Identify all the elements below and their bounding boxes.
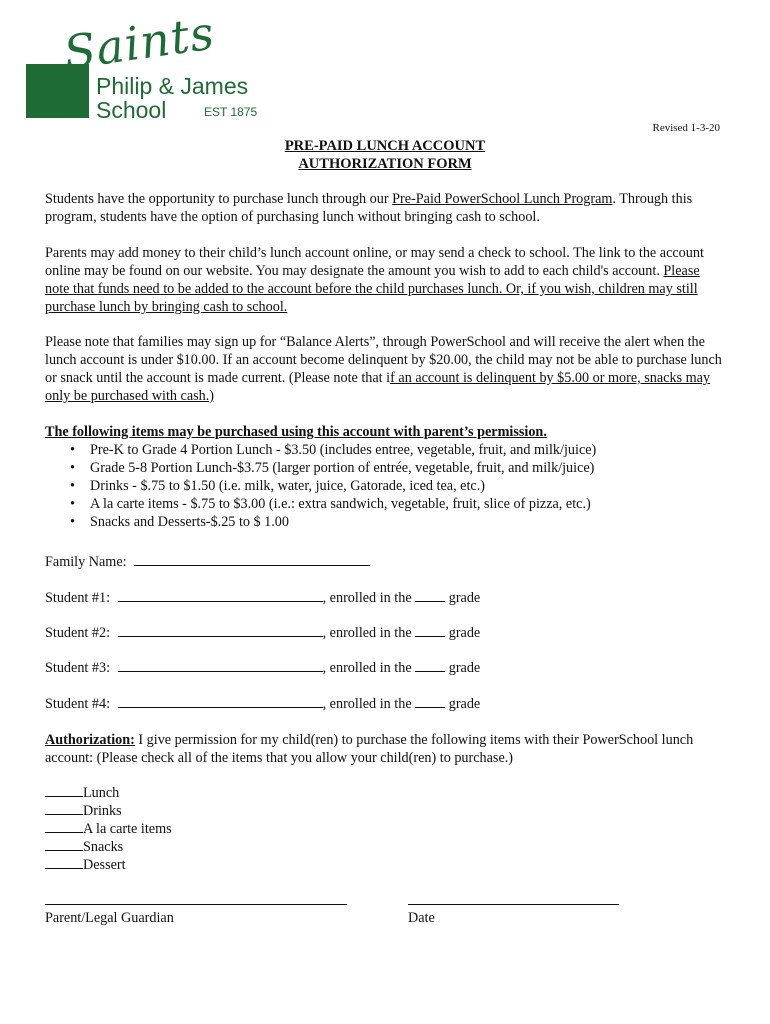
check-item [45, 802, 122, 820]
check-item [45, 838, 123, 856]
student-label: Student #1: [45, 590, 111, 606]
logo-name-line1: Philip & James [96, 73, 249, 99]
list-item: • Grade 5-8 Portion Lunch-$3.75 (larger portion of entrée, vegetable, fruit, and milk/juice) [90, 459, 725, 477]
balance-alert-paragraph [45, 333, 725, 405]
revised-date: Revised 1-3-20 [652, 122, 720, 134]
student-label: Student #4: [45, 696, 111, 712]
enrolled-text: , enrolled in the [322, 696, 412, 712]
enrolled-text: , enrolled in the [322, 660, 412, 676]
grade-field[interactable] [415, 695, 445, 708]
check-label: A la carte items [83, 821, 172, 837]
student-name-field[interactable] [118, 589, 323, 602]
list-item: • A la carte items - $.75 to $3.00 (i.e.: extra sandwich, vegetable, fruit, slice of pizza, etc.) [90, 495, 725, 513]
date-label: Date [408, 910, 435, 926]
student-name-field[interactable] [118, 695, 323, 708]
items-list [45, 441, 725, 531]
logo-name-line2: School [96, 97, 167, 123]
p2-text-a: Parents may add money to their child’s lunch account online, or may send a check to school. The link to the account online may be found on our website. You may designate the amount you wish to add to each child's account. [45, 245, 704, 279]
check-item [45, 856, 126, 874]
enrolled-text: , enrolled in the [322, 625, 412, 641]
list-item: • Snacks and Desserts-$.25 to $ 1.00 [90, 513, 725, 531]
program-link[interactable]: Pre-Paid PowerSchool Lunch Program [392, 191, 613, 207]
intro-paragraph [45, 190, 725, 226]
family-name-row [45, 553, 370, 571]
items-heading: The following items may be purchased using this account with parent’s permission. [45, 424, 547, 440]
p3-text-a: Please note that families may sign up for “Balance Alerts”, through PowerSchool and will receive the alert when the lunch account is under $10.00. If an account become delinquent by $20.00, the child may not be able to purchase lunch or snack until the account is made current. (Please note that i [45, 334, 722, 386]
items-section [45, 423, 725, 531]
authorization-text: I give permission for my child(ren) to purchase the following items with their PowerSchool lunch account: (Please check all of the items that you allow your child(ren) to purchase.) [45, 732, 694, 766]
grade-field[interactable] [415, 659, 445, 672]
check-item [45, 784, 119, 802]
family-name-field[interactable] [134, 553, 370, 566]
title-line2: AUTHORIZATION FORM [298, 156, 472, 172]
grade-field[interactable] [415, 624, 445, 637]
student-row [45, 624, 480, 642]
school-logo [24, 5, 264, 125]
check-blank[interactable] [45, 838, 83, 851]
logo-est: EST 1875 [204, 105, 258, 119]
logo-saints: Saints [60, 5, 218, 80]
student-name-field[interactable] [118, 659, 323, 672]
grade-text: grade [448, 696, 481, 712]
check-blank[interactable] [45, 856, 83, 869]
student-name-field[interactable] [118, 624, 323, 637]
authorization-paragraph [45, 731, 725, 767]
authorization-label: Authorization: [45, 732, 135, 748]
check-blank[interactable] [45, 784, 83, 797]
p3-text-underlined: f an account is delinquent by $5.00 or more, snacks may only be purchased with cash.) [45, 370, 711, 404]
check-blank[interactable] [45, 820, 83, 833]
form-title [0, 137, 770, 173]
grade-text: grade [448, 660, 481, 676]
family-name-label: Family Name: [45, 554, 127, 570]
parents-paragraph [45, 244, 725, 316]
p1-text-b: . Through this program, students have the option of purchasing lunch without bringing cash to school. [45, 191, 693, 225]
student-label: Student #3: [45, 660, 111, 676]
title-line1: PRE-PAID LUNCH ACCOUNT [284, 138, 486, 154]
check-label: Drinks [83, 803, 122, 819]
check-label: Lunch [83, 785, 120, 801]
check-label: Dessert [83, 857, 126, 873]
list-item: • Pre-K to Grade 4 Portion Lunch - $3.50 (includes entree, vegetable, fruit, and milk/juice) [90, 441, 725, 459]
grade-field[interactable] [415, 589, 445, 602]
check-blank[interactable] [45, 802, 83, 815]
student-row [45, 589, 480, 607]
parent-signature-line[interactable] [45, 904, 347, 905]
student-row [45, 659, 480, 677]
parent-signature-label: Parent/Legal Guardian [45, 910, 174, 926]
grade-text: grade [448, 590, 481, 606]
grade-text: grade [448, 625, 481, 641]
p1-text-a: Students have the opportunity to purchase lunch through our [45, 191, 393, 207]
student-label: Student #2: [45, 625, 111, 641]
check-label: Snacks [83, 839, 124, 855]
enrolled-text: , enrolled in the [322, 590, 412, 606]
p2-text-underlined: Please note that funds need to be added to the account before the child purchases lunch. Or, if you wish, children may still purchase lunch by bringing cash to school. [45, 263, 700, 315]
student-row [45, 695, 480, 713]
date-signature-line[interactable] [408, 904, 619, 905]
list-item: • Drinks - $.75 to $1.50 (i.e. milk, water, juice, Gatorade, iced tea, etc.) [90, 477, 725, 495]
check-item [45, 820, 172, 838]
